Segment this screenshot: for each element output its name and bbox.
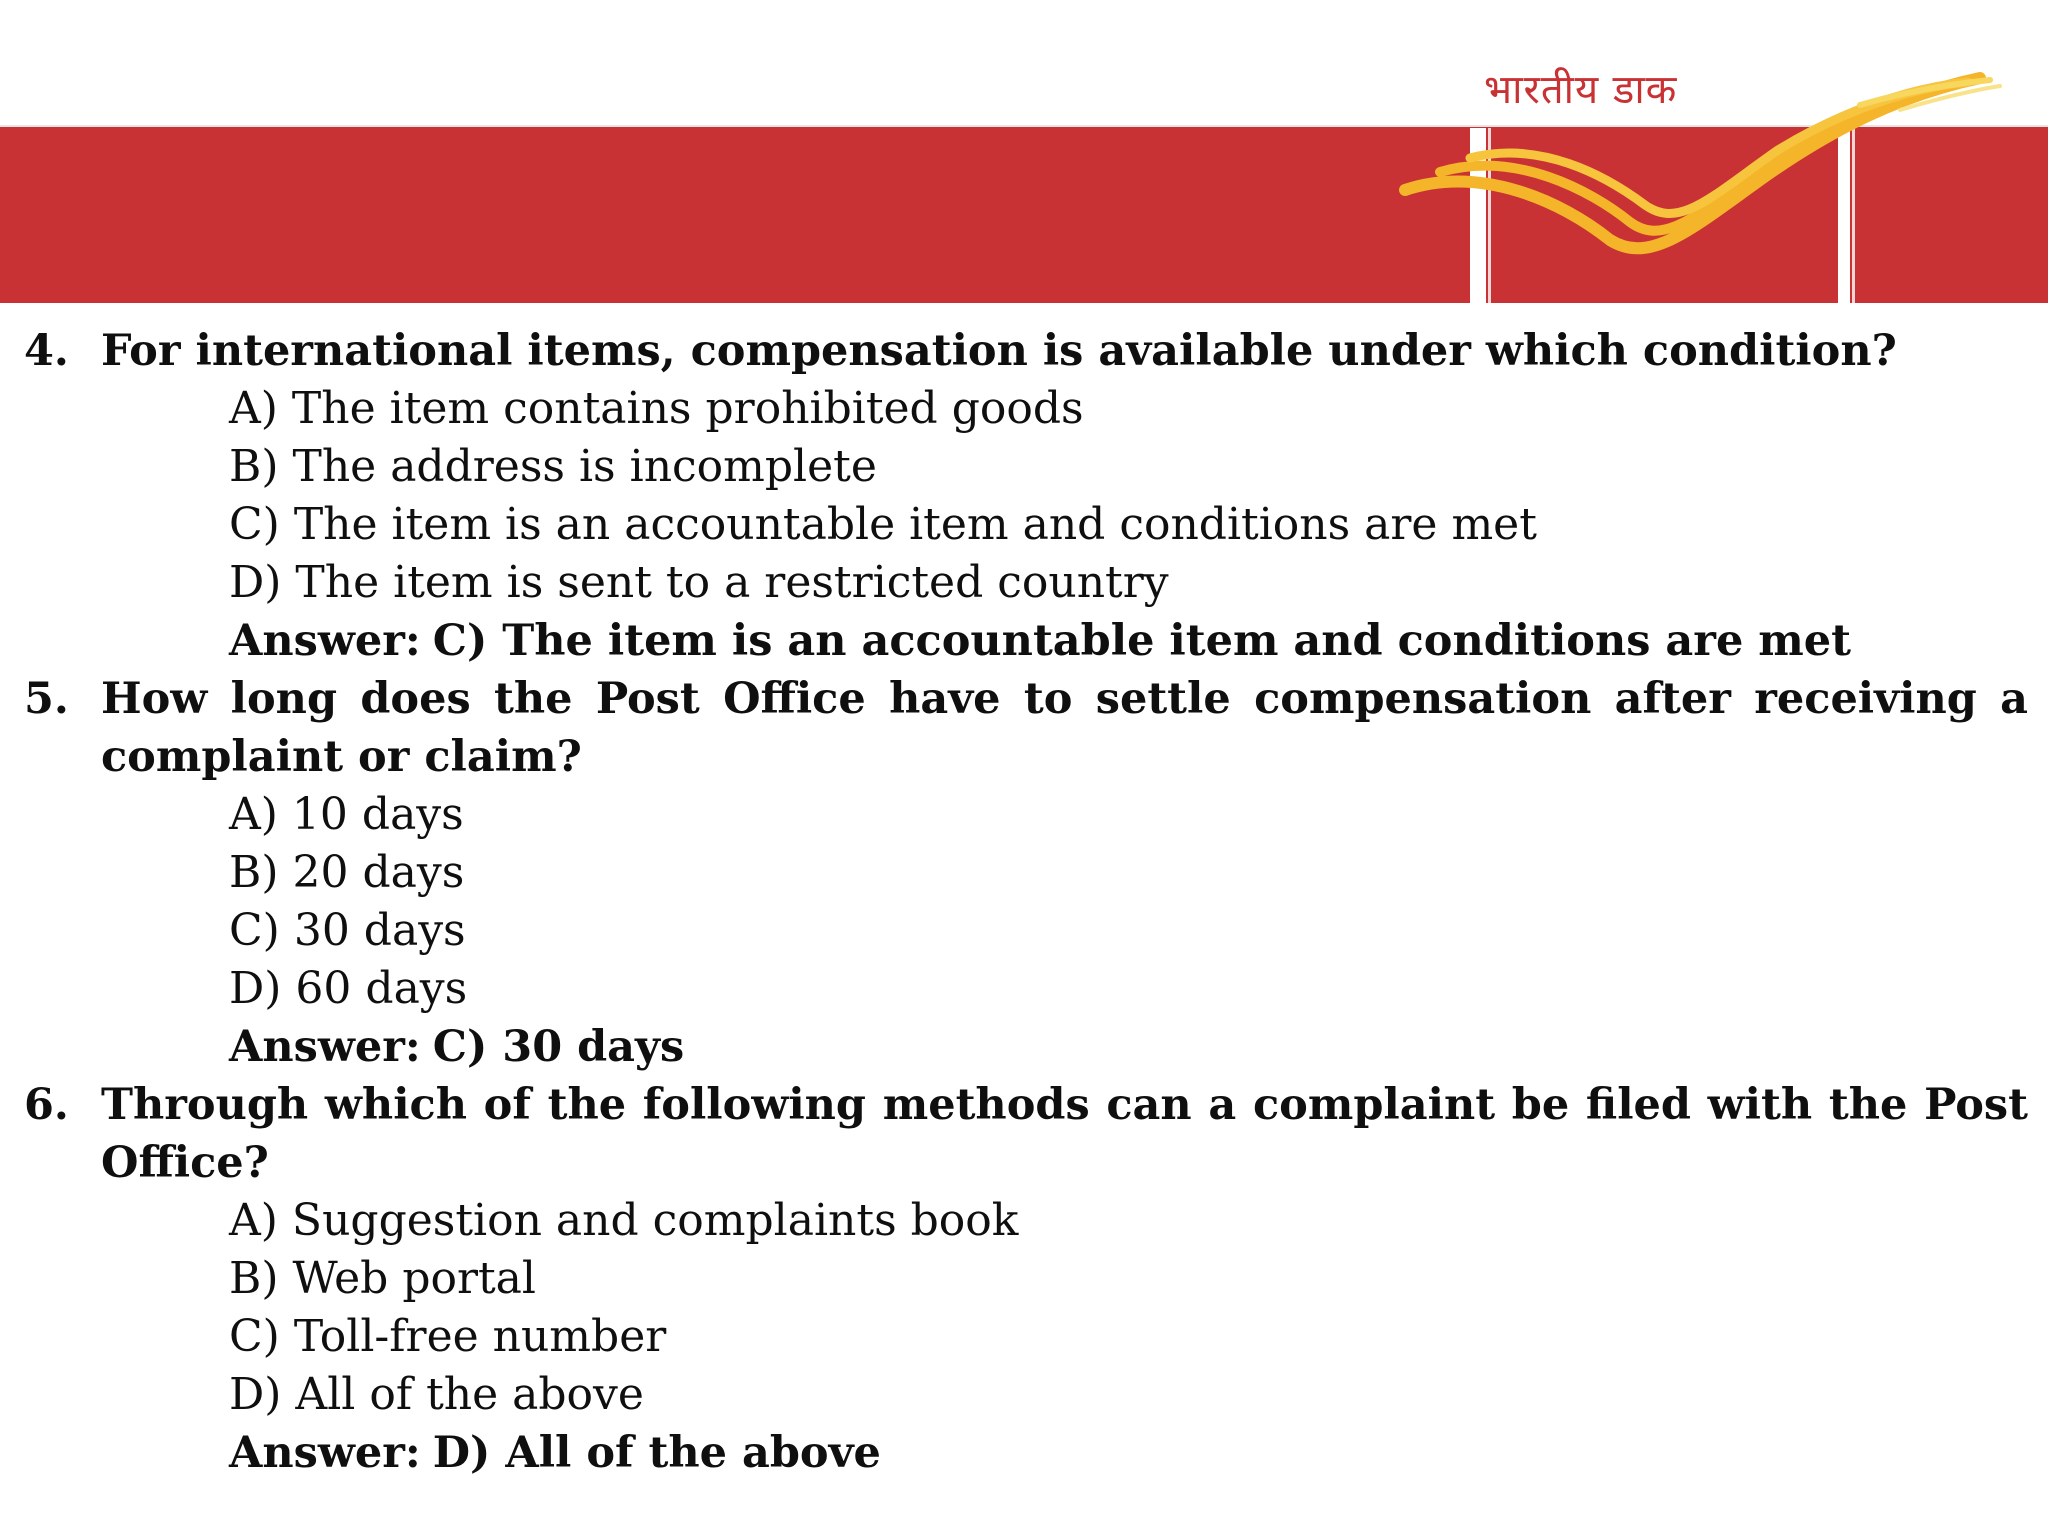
answer [229, 612, 2048, 670]
answer-text: C) The item is an accountable item and conditions are met [432, 616, 1851, 666]
option-d: D) 60 days [229, 963, 468, 1014]
answer [229, 1018, 2048, 1076]
options-list [229, 1192, 2048, 1482]
option-d: D) All of the above [229, 1369, 644, 1420]
options-list [229, 786, 2048, 1076]
answer [229, 1424, 2048, 1482]
logo-text: भारतीय डाक [1484, 67, 1678, 113]
india-post-logo-icon [0, 0, 2048, 305]
answer-label: Answer: [229, 1022, 421, 1072]
question-5 [0, 670, 2048, 1076]
option-a: A) The item contains prohibited goods [229, 383, 1084, 434]
question-4 [0, 322, 2048, 670]
option-a: A) 10 days [229, 789, 464, 840]
question-text: For international items, compensation is available under which condition? [101, 326, 1897, 376]
option-c: C) Toll-free number [229, 1311, 667, 1362]
options-list [229, 380, 2048, 670]
option-b: B) The address is incomplete [229, 441, 877, 492]
answer-label: Answer: [229, 616, 421, 666]
question-number: 4. [24, 326, 69, 376]
question-6 [0, 1076, 2048, 1482]
option-d: D) The item is sent to a restricted country [229, 557, 1169, 608]
option-a: A) Suggestion and complaints book [229, 1195, 1019, 1246]
question-number: 6. [24, 1080, 69, 1130]
option-c: C) The item is an accountable item and conditions are met [229, 499, 1537, 550]
option-b: B) Web portal [229, 1253, 536, 1304]
answer-text: C) 30 days [432, 1022, 685, 1072]
option-b: B) 20 days [229, 847, 465, 898]
answer-text: D) All of the above [432, 1428, 881, 1478]
question-text: How long does the Post Office have to settle compensation after receiving a complaint or claim? [101, 674, 2028, 782]
question-number: 5. [24, 674, 69, 724]
option-c: C) 30 days [229, 905, 466, 956]
question-text: Through which of the following methods can a complaint be filed with the Post Office? [101, 1080, 2028, 1188]
quiz-content [0, 322, 2048, 1482]
header-banner [0, 0, 2048, 305]
answer-label: Answer: [229, 1428, 421, 1478]
